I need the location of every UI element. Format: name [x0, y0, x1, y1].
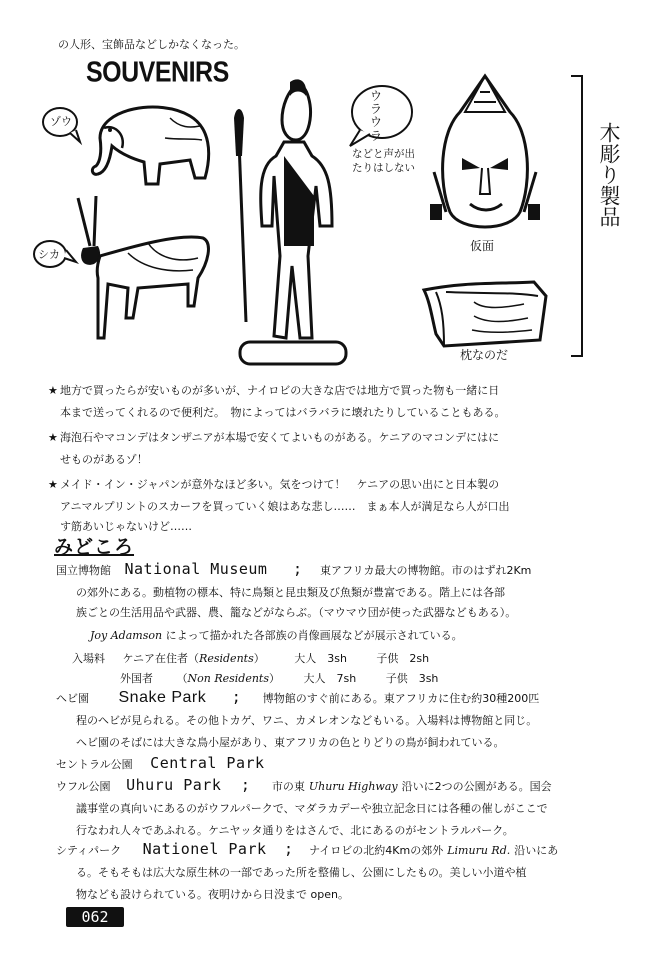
fee-nonresident-row: [120, 670, 438, 686]
bullet-2-line-1: [48, 429, 499, 445]
limuru-rd: Limuru Rd.: [447, 844, 511, 857]
nonresident-label: 外国者: [120, 672, 153, 685]
snake-desc-1: 博物館のすぐ前にある。東アフリカに住む約30種200匹: [262, 692, 540, 705]
fee-resident-row: [72, 650, 429, 666]
nonresident-close: ）: [269, 672, 280, 685]
natpark-heading: [56, 840, 558, 858]
bullet-text: 海泡石やマコンデはタンザニアが本場で安くてよいものがある。ケニアのマコンデにはに: [60, 431, 500, 444]
bullet-1-line-1: [48, 382, 499, 398]
natpark-desc-3: 物なども設けられている。夜明けから日没まで open。: [76, 888, 349, 901]
snake-label: ヘビ園: [56, 692, 89, 705]
natpark-desc-2: る。そもそもは広大な原生林の一部であった所を整備し、公園にしたもの。美しい小道や植: [76, 866, 527, 879]
snake-semicolon: ;: [231, 688, 242, 706]
museum-name: National Museum: [124, 560, 268, 578]
pillow-illustration: [414, 272, 554, 354]
vertical-bracket: [571, 75, 583, 357]
uhuru-heading: [56, 776, 552, 794]
central-label: セントラル公園: [56, 758, 133, 771]
nonresident-adult-fee: 大人 7sh: [303, 672, 357, 685]
mask-illustration: [420, 72, 550, 240]
mask-caption: 仮面: [470, 239, 495, 253]
star-icon: ★: [48, 431, 58, 444]
snake-desc-2: 程のヘビが見られる。その他トカゲ、ワニ、カメレオンなどもいる。入場料は博物館と同じ。: [76, 714, 538, 727]
museum-label: 国立博物館: [56, 564, 111, 577]
joy-adamson: Joy Adamson: [90, 629, 163, 642]
natpark-desc-1c: 沿いにあ: [514, 844, 559, 857]
nonresident-child-fee: 子供 3sh: [385, 672, 439, 685]
bullet-text: メイド・イン・ジャパンが意外なほど多い。気をつけて！ ケニアの思い出にと日本製の: [60, 478, 500, 491]
uhuru-name: Uhuru Park: [126, 776, 222, 794]
museum-semicolon: ;: [292, 560, 303, 578]
natpark-desc-1a: ナイロビの北約4Kmの郊外: [309, 844, 444, 857]
resident-child-fee: 子供 2sh: [376, 652, 430, 665]
uhuru-desc-1c: 沿いに2つの公園がある。国会: [401, 780, 552, 793]
natpark-label: シティパーク: [56, 844, 122, 857]
museum-desc-2: の郊外にある。動植物の標本、特に鳥類と昆虫類及び魚類が豊富である。階上には各部: [76, 586, 505, 599]
resident-adult-fee: 大人 3sh: [294, 652, 347, 665]
page-number: 062: [66, 907, 124, 927]
bullet-3-line-2: アニマルプリントのスカーフを買っていく娘はあな悲し…… まぁ本人が満足なら人が口出: [60, 500, 510, 513]
uhuru-desc-3: 行なわれ人々であふれる。ケニヤッタ通りをはさんで、北にあるのがセントラルパーク。: [76, 824, 514, 837]
star-icon: ★: [48, 384, 58, 397]
nonresident-en: Non Residents: [187, 672, 269, 685]
museum-desc-4: [90, 627, 463, 643]
uhuru-desc-2: 議事堂の真向いにあるのがウフルパークで、マダラカデーや独立記念日には各種の催しがここで: [76, 802, 548, 815]
fee-label: 入場料: [72, 652, 105, 665]
bullet-text: 地方で買ったらが安いものが多いが、ナイロビの大きな店では地方で買った物も一緒に日: [60, 384, 500, 397]
star-icon: ★: [48, 478, 58, 491]
uhuru-semicolon: ;: [240, 776, 251, 794]
bullet-2-line-2: せものがあるゾ！: [60, 453, 148, 466]
natpark-semicolon: ;: [284, 840, 294, 858]
snake-heading: [56, 688, 539, 707]
maasai-figure-illustration: [228, 76, 358, 370]
uhuru-label: ウフル公園: [56, 780, 111, 793]
uhuru-highway: Uhuru Highway: [308, 780, 398, 793]
snake-desc-3: ヘビ園のそばには大きな鳥小屋があり、東アフリカの色とりどりの鳥が飼われている。: [76, 736, 505, 749]
natpark-name: Nationel Park: [142, 840, 267, 858]
resident-close: ）: [253, 652, 265, 665]
nonresident-open: （: [176, 672, 188, 685]
bullet-3-line-1: [48, 476, 499, 492]
central-heading: [56, 754, 265, 772]
antelope-illustration: [28, 188, 228, 348]
vertical-title: 木彫り製品: [597, 122, 621, 227]
man-bubble-text: ウラウラ: [370, 89, 383, 143]
resident-en: Residents: [199, 652, 254, 665]
uhuru-desc-1a: 市の東: [271, 780, 305, 793]
pillow-caption: 枕なのだ: [460, 348, 509, 362]
page-title: SOUVENIRS: [86, 56, 229, 89]
museum-heading: [56, 560, 531, 578]
section-title: みどころ: [54, 536, 135, 558]
top-continuation-text: の人形、宝飾品などしかなくなった。: [58, 38, 245, 51]
museum-desc-4-text: によって描かれた各部族の肖像画展などが展示されている。: [165, 629, 463, 642]
central-name: Central Park: [150, 754, 265, 772]
man-caption: などと声が出たりはしない: [352, 148, 415, 174]
museum-desc-3: 族ごとの生活用品や武器、農、籠などがならぶ。（マウマウ団が使った武器などもある）。: [76, 606, 517, 619]
antelope-bubble: シカ: [38, 248, 60, 261]
bullet-3-line-3: す筋あいじゃないけど……: [60, 520, 192, 533]
elephant-bubble: ゾウ: [50, 115, 72, 128]
museum-desc-1: 東アフリカ最大の博物館。市のはずれ2Km: [320, 564, 532, 577]
bullet-1-line-2: 本まで送ってくれるので便利だ。 物によってはバラバラに壊れたりしていることもある。: [60, 406, 506, 419]
resident-label: ケニア在住者（: [122, 652, 200, 665]
snake-name: Snake Park: [118, 689, 207, 706]
elephant-illustration: [40, 98, 220, 190]
